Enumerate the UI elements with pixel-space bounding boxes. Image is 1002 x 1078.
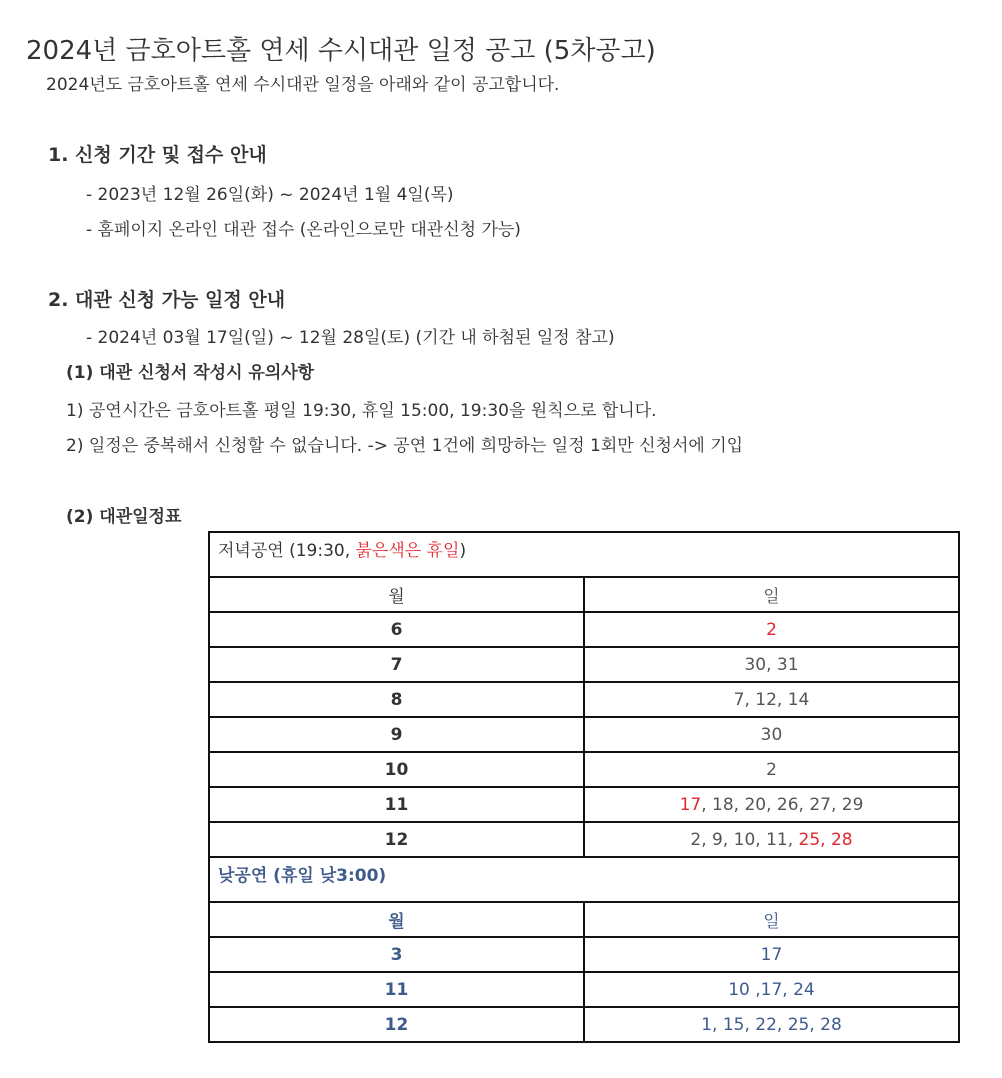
- month-cell: 11: [209, 972, 584, 1007]
- section2-heading: 2. 대관 신청 가능 일정 안내: [48, 289, 286, 311]
- days-cell: [584, 612, 959, 647]
- table-row: [209, 937, 959, 972]
- dates: , 18, 20, 26, 27, 29: [701, 794, 864, 815]
- table-row: [209, 612, 959, 647]
- month-cell: 11: [209, 787, 584, 822]
- table-row: [209, 682, 959, 717]
- month-cell: 10: [209, 752, 584, 787]
- daytime-caption: 낮공연 (휴일 낮3:00): [209, 857, 959, 902]
- evening-caption-row: [209, 532, 959, 577]
- table-row: [209, 717, 959, 752]
- schedule-table-heading: (2) 대관일정표: [66, 507, 182, 527]
- month-cell: 9: [209, 717, 584, 752]
- day-column-header: 일: [584, 577, 959, 612]
- evening-caption-suffix: ): [459, 541, 467, 561]
- daytime-caption-row: [209, 857, 959, 902]
- dates: 2: [766, 759, 777, 780]
- evening-header-row: [209, 577, 959, 612]
- month-cell: 12: [209, 822, 584, 857]
- note-item: 2) 일정은 중복해서 신청할 수 없습니다. -> 공연 1건에 희망하는 일정 1회만 신청서에 기입: [66, 436, 744, 456]
- evening-caption-prefix: 저녁공연 (19:30,: [218, 541, 356, 561]
- month-cell: 8: [209, 682, 584, 717]
- holiday-dates: 25, 28: [798, 829, 853, 850]
- table-row: [209, 787, 959, 822]
- month-column-header: 월: [209, 902, 584, 937]
- dates: 30, 31: [744, 654, 799, 675]
- dates: 2, 9, 10, 11,: [690, 829, 799, 850]
- schedule-table: [208, 531, 960, 1043]
- month-cell: 12: [209, 1007, 584, 1042]
- dates: 30: [760, 724, 783, 745]
- page-subtitle: 2024년도 금호아트홀 연세 수시대관 일정을 아래와 같이 공고합니다.: [46, 75, 560, 95]
- month-cell: 7: [209, 647, 584, 682]
- table-row: [209, 972, 959, 1007]
- application-method: - 홈페이지 온라인 대관 접수 (온라인으로만 대관신청 가능): [86, 220, 521, 240]
- holiday-legend: 붉은색은 휴일: [355, 541, 460, 561]
- days-cell: 17: [584, 937, 959, 972]
- day-column-header: 일: [584, 902, 959, 937]
- days-cell: 1, 15, 22, 25, 28: [584, 1007, 959, 1042]
- days-cell: [584, 717, 959, 752]
- evening-caption: [209, 532, 959, 577]
- section1-heading: 1. 신청 기간 및 접수 안내: [48, 144, 267, 166]
- month-cell: 3: [209, 937, 584, 972]
- table-row: [209, 822, 959, 857]
- days-cell: 10 ,17, 24: [584, 972, 959, 1007]
- days-cell: [584, 822, 959, 857]
- table-row: [209, 1007, 959, 1042]
- note-item: 1) 공연시간은 금호아트홀 평일 19:30, 휴일 15:00, 19:30을 원칙으로 합니다.: [66, 401, 657, 421]
- holiday-dates: 2: [766, 619, 777, 640]
- month-cell: 6: [209, 612, 584, 647]
- table-row: [209, 647, 959, 682]
- page-title: 2024년 금호아트홀 연세 수시대관 일정 공고 (5차공고): [26, 36, 656, 66]
- days-cell: [584, 787, 959, 822]
- table-row: [209, 752, 959, 787]
- days-cell: [584, 682, 959, 717]
- days-cell: [584, 752, 959, 787]
- daytime-header-row: [209, 902, 959, 937]
- notes-heading: (1) 대관 신청서 작성시 유의사항: [66, 363, 315, 383]
- dates: 7, 12, 14: [733, 689, 810, 710]
- days-cell: [584, 647, 959, 682]
- application-period: - 2023년 12월 26일(화) ~ 2024년 1월 4일(목): [86, 185, 454, 205]
- month-column-header: 월: [209, 577, 584, 612]
- holiday-dates: 17: [679, 794, 702, 815]
- rental-period: - 2024년 03월 17일(일) ~ 12월 28일(토) (기간 내 하첨된 일정 참고): [86, 328, 615, 348]
